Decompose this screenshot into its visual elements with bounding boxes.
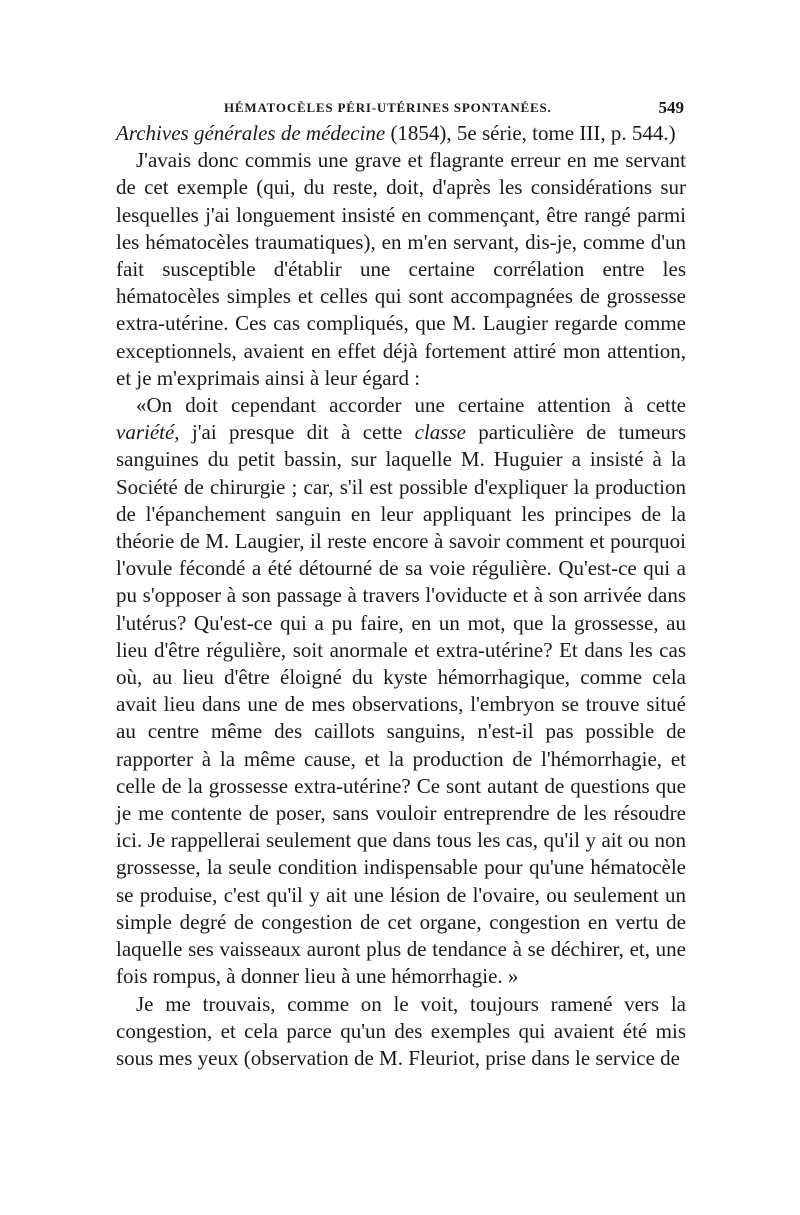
quote-rest: particulière de tumeurs sanguines du petit bassin, sur laquelle M. Huguier a insisté à la Société de chirurgie ; car, s'il est possible d'expliquer la production de l'épanchement sanguin en leur appliquant les principes de la théorie de M. Laugier, il reste encore à savoir comment et pourquoi l'ovule fécondé a été détourné de sa voie régulière. Qu'est-ce qui a pu s'opposer à son passage à travers l'oviducte et à son arrivée dans l'utérus? Qu'est-ce qui a pu faire, en un mot, que la grossesse, au lieu d'être régulière, soit anormale et extra-utérine? Et dans les cas où, au lieu d'être éloigné du kyste hémorrhagique, comme cela avait lieu dans une de mes observations, l'embryon se trouve situé au centre même des caillots sanguins, n'est-il pas possible de rapporter à la même cause, et la production de l'hémorrhagie, et celle de la grossesse extra-utérine? Ce sont autant de questions que je me contente de poser, sans vouloir entreprendre de les résoudre ici. Je rappellerai seulement que dans tous les cas, qu'il y ait ou non grossesse, la seule condition indispensable pour qu'une hématocèle se produise, c'est qu'il y ait une lésion de l'ovaire, ou seulement un simple degré de congestion de cet organe, congestion en vertu de laquelle ses vaisseaux auront plus de tendance à se déchirer, et, une fois rompus, à donner lieu à une hémorrhagie. » <box>116 420 686 989</box>
quote-mid: j'ai presque dit à cette <box>179 420 415 445</box>
paragraph-quote <box>116 392 686 990</box>
quote-lead: «On doit cependant accorder une certaine attention à cette <box>136 393 686 418</box>
body-text <box>116 120 686 1072</box>
running-head <box>116 92 686 122</box>
paragraph-citation <box>116 120 686 147</box>
paragraph-2: J'avais donc commis une grave et flagrante erreur en me servant de cet exemple (qui, du reste, doit, d'après les considérations sur lesquelles j'ai longuement insisté en commençant, être rangé parmi les hématocèles traumatiques), en m'en servant, dis-je, comme d'un fait susceptible d'établir une certaine corrélation entre les hématocèles simples et celles qui sont accompagnées de grossesse extra-utérine. Ces cas compliqués, que M. Laugier regarde comme exceptionnels, avaient en effet déjà fortement attiré mon attention, et je m'exprimais ainsi à leur égard : <box>116 148 686 390</box>
journal-title: Archives générales de médecine <box>116 121 386 145</box>
italic-classe: classe <box>414 420 466 445</box>
running-title: HÉMATOCÈLES PÉRI-UTÉRINES SPONTANÉES. <box>224 100 552 115</box>
italic-variete: variété, <box>116 420 180 445</box>
page-number: 549 <box>658 98 684 117</box>
citation-details: (1854), 5e série, tome III, p. 544.) <box>385 121 676 145</box>
paragraph-4: Je me trouvais, comme on le voit, toujours ramené vers la congestion, et cela parce qu'un des exemples qui avaient été mis sous mes yeux (observation de M. Fleuriot, prise dans le service de <box>116 991 686 1070</box>
book-page <box>116 92 686 1072</box>
